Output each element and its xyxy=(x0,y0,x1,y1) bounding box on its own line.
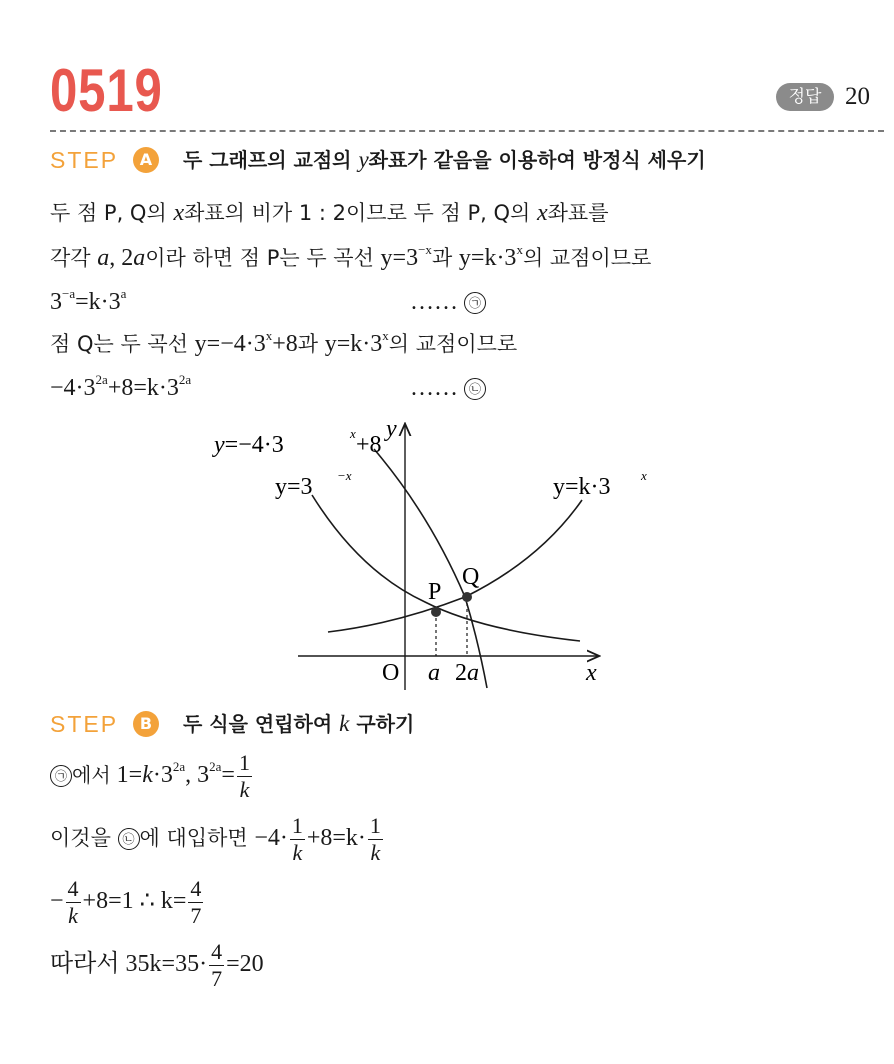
point-q-dot xyxy=(462,592,472,602)
equation-2-tag: …… ㉡ xyxy=(410,371,486,405)
equation-1-tag: …… ㉠ xyxy=(410,285,486,319)
fraction-1-over-k-a: $\frac{1}{k}$ xyxy=(291,813,303,865)
curve-label-1: y=−4·3 xyxy=(214,432,284,458)
equation-1: $3^{-a}=k\cdot 3^a$ xyxy=(50,286,127,315)
answer-value: 20 xyxy=(845,83,870,110)
fraction-1-over-k: $\frac{1}{k}$ xyxy=(238,750,250,802)
equation-2: $-4\cdot 3^{2a}+8=k\cdot 3^{2a}$ xyxy=(50,372,192,401)
step-b-line-1: ㉠ 에서 $1=k\cdot 3^{2a}$, $3^{2a}=$ $\frac{1}{k}$ xyxy=(50,752,254,801)
step-b-line-3: − $\frac{4}{k}$ +8=1 ∴ k= $\frac{4}{7}$ xyxy=(50,876,202,928)
text-line-4: 점 Q는 두 곡선 $y=-4\cdot 3^x+8$과 $y=k\cdot 3^x$의 교점이므로 xyxy=(50,328,518,357)
curve-y-3-neg-x xyxy=(312,495,580,641)
answer-badge: 정답 xyxy=(776,83,834,111)
point-q-label: Q xyxy=(462,564,480,590)
step-b-line-2: 이것을 ㉡ 에 대입하면 −4· $\frac{1}{k}$ +8=k· $\frac{1}{k}$ xyxy=(50,813,381,865)
point-p-dot xyxy=(431,607,441,617)
problem-number: 0519 xyxy=(50,57,163,124)
step-a-badge: A xyxy=(133,147,159,173)
tick-2a-label: 2a xyxy=(455,660,479,686)
step-a-title: 두 그래프의 교점의 y좌표가 같음을 이용하여 방정식 세우기 xyxy=(183,147,706,172)
fraction-1-over-k-b: $\frac{1}{k}$ xyxy=(369,813,381,865)
text-line-1: 두 점 P, Q의 x좌표의 비가 1 : 2이므로 두 점 P, Q의 x좌표를 xyxy=(50,200,609,226)
step-b-title: 두 식을 연립하여 k 구하기 xyxy=(183,711,415,736)
text-line-2: 각각 a, 2a이라 하면 점 P는 두 곡선 $y=3^{-x}$과 $y=k\cdot 3^x$의 교점이므로 xyxy=(50,242,652,271)
step-a-word: STEP xyxy=(50,147,119,173)
step-b-badge: B xyxy=(133,711,159,737)
curve-label-2: y=3 xyxy=(275,474,313,500)
fraction-4-over-k: $\frac{4}{k}$ xyxy=(67,876,79,928)
step-b-line-4: 따라서 35k=35· $\frac{4}{7}$ =20 xyxy=(50,939,264,991)
curve-label-2-exp: −x xyxy=(337,468,352,483)
curve-label-1-exp: x xyxy=(350,426,356,441)
curve-label-1-tail: +8 xyxy=(356,432,382,458)
y-axis-label: y xyxy=(386,416,397,442)
fraction-4-over-7: $\frac{4}{7}$ xyxy=(190,876,202,928)
curve-label-3: y=k·3 xyxy=(553,474,611,500)
x-axis-label: x xyxy=(586,660,597,686)
tick-a-label: a xyxy=(428,660,440,686)
step-b-word: STEP xyxy=(50,711,119,737)
curve-label-3-exp: x xyxy=(641,468,647,483)
curve-y-k-3-x xyxy=(328,500,582,632)
point-p-label: P xyxy=(428,579,442,605)
origin-label: O xyxy=(382,660,400,686)
fraction-4-over-7-b: $\frac{4}{7}$ xyxy=(211,939,223,991)
